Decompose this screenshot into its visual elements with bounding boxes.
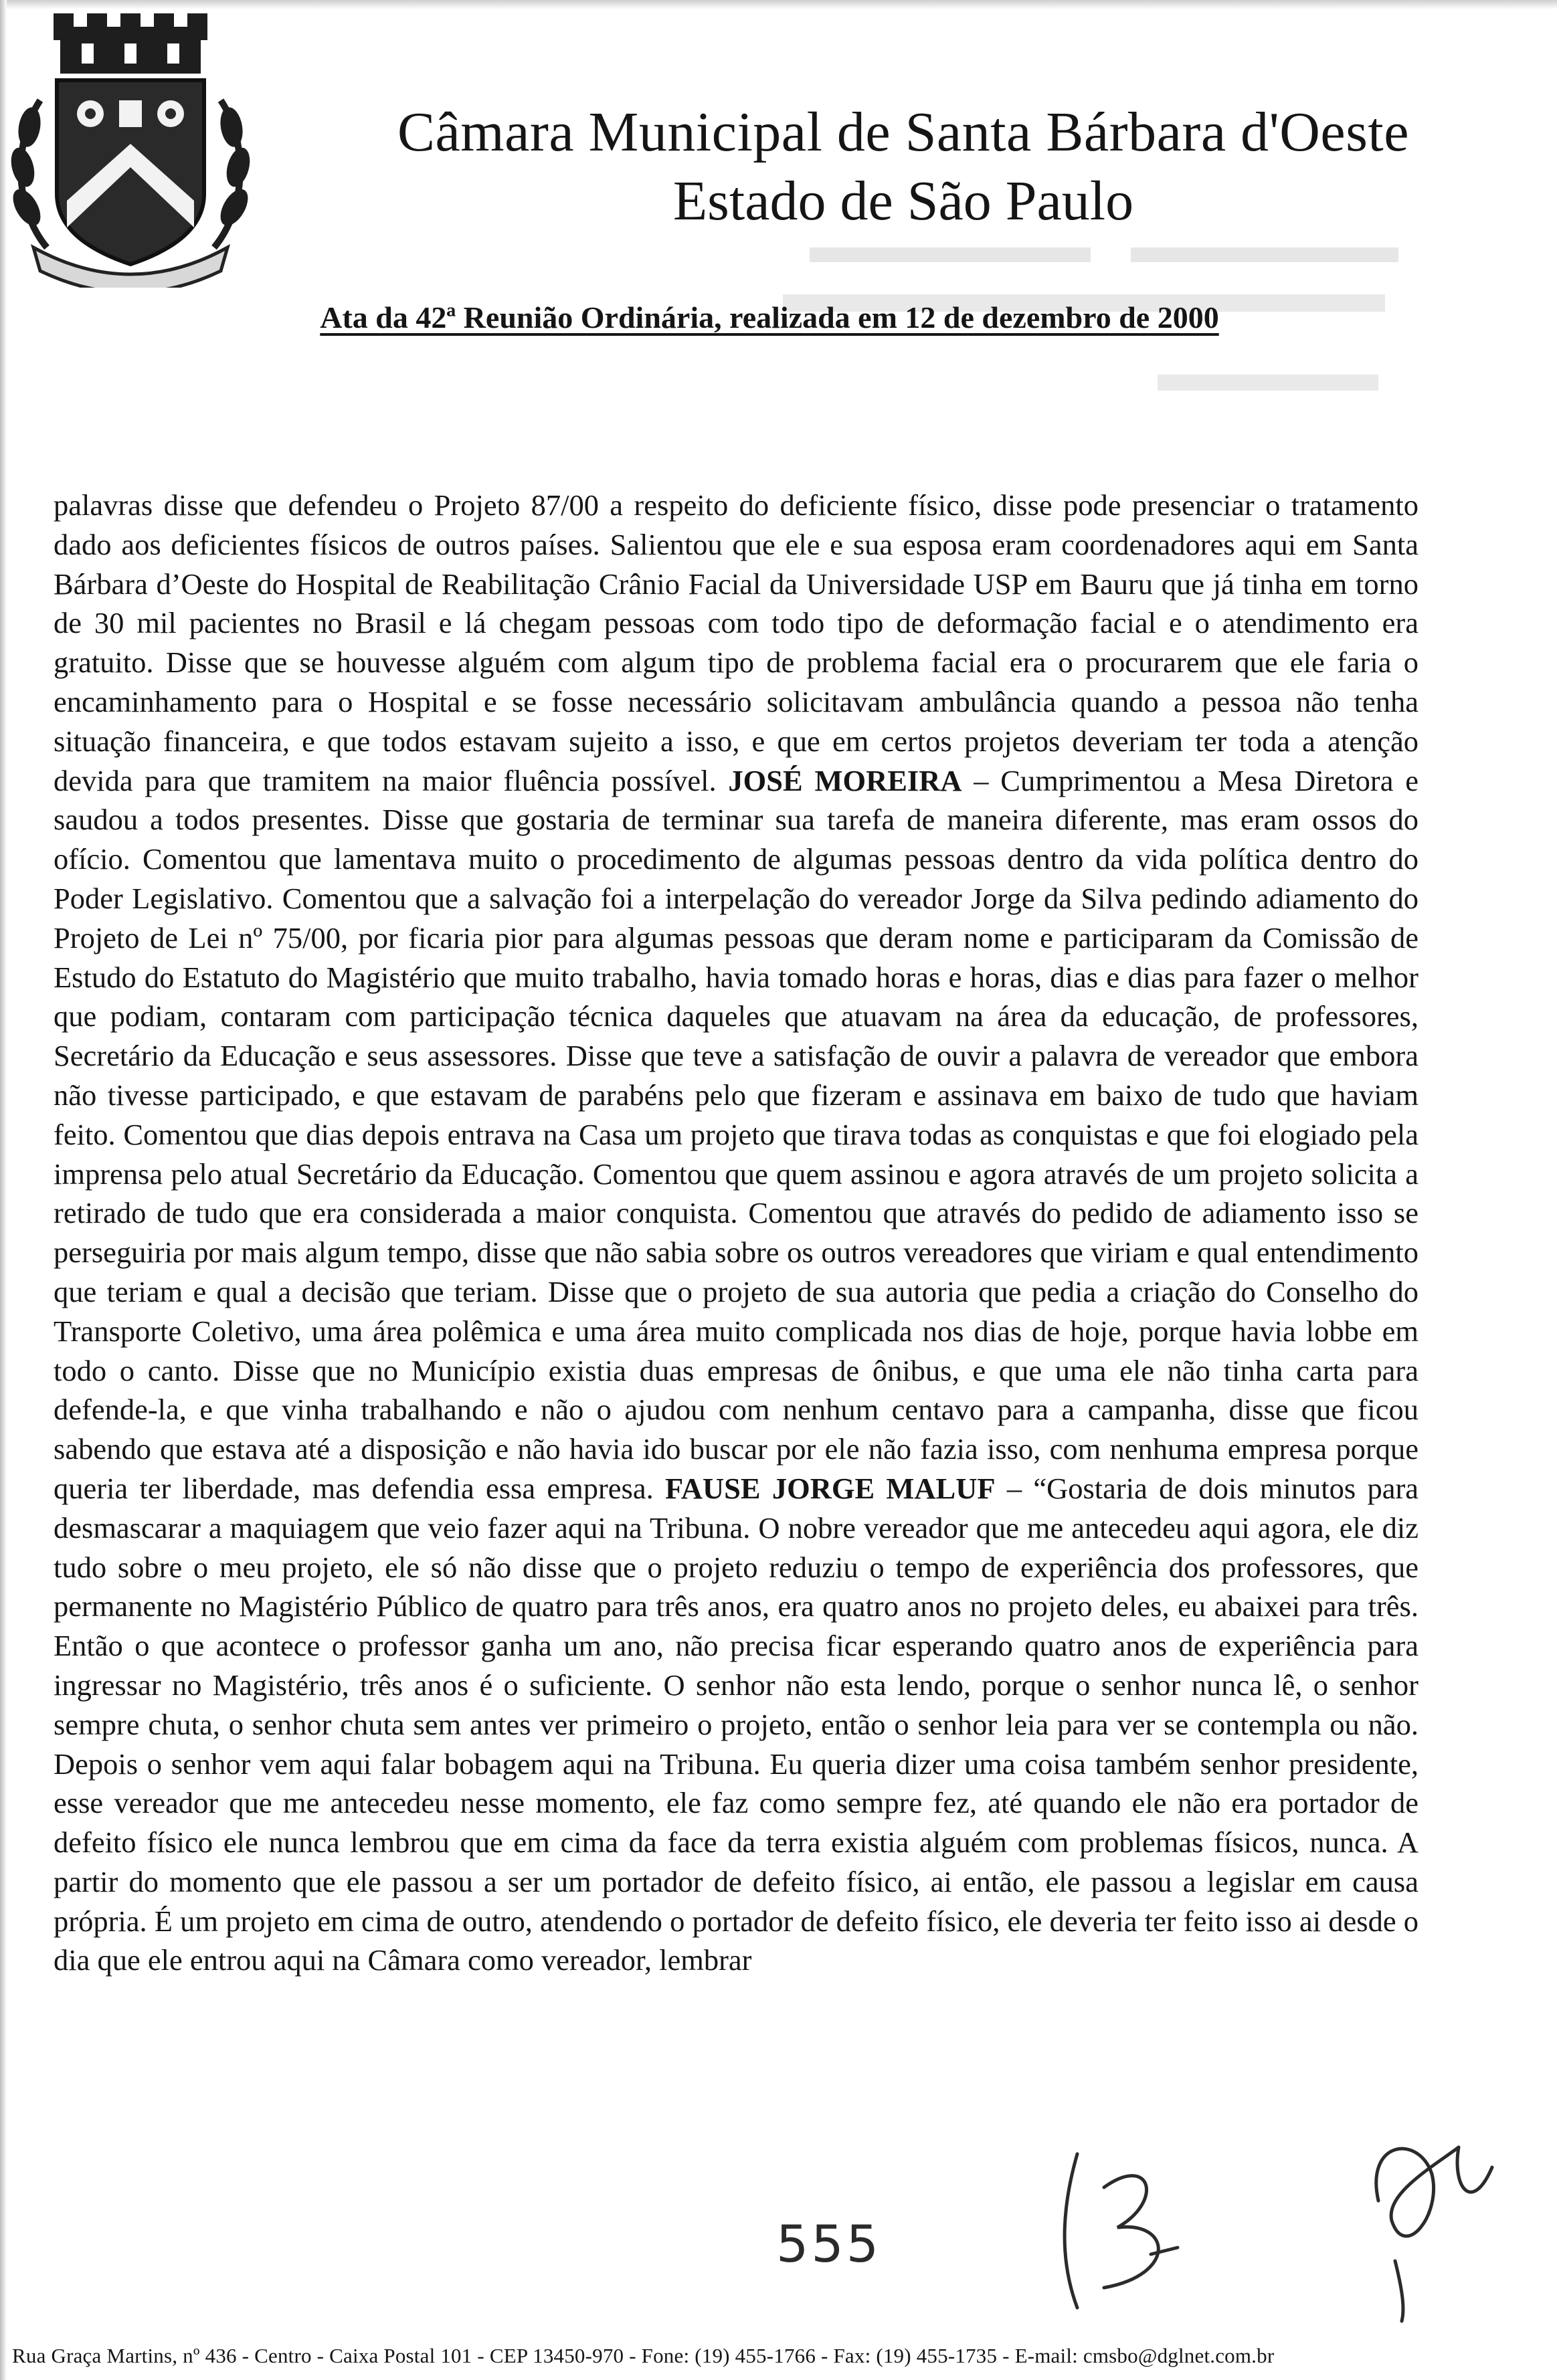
state-name: Estado de São Paulo [672, 170, 1134, 232]
speaker-name: JOSÉ MOREIRA [728, 763, 962, 797]
institution-name: Câmara Municipal de Santa Bárbara d'Oeste [397, 101, 1410, 163]
institution-header [335, 100, 1472, 238]
paragraph-1-text: palavras disse que defendeu o Projeto 87/00 a respeito do deficiente físico, disse pode presenciar o tratamento dado aos deficientes físicos de outros países. Salientou que ele e sua esposa eram coordenadores aqui em Santa Bárbara d’Oeste do Hospital de Reabilitação Crânio Facial da Universidade USP em Bauru que já tinha em torno de 30 mil pacientes no Brasil e lá chegam pessoas com todo tipo de deformação facial e o atendimento era gratuito. Disse que se houvesse alguém com algum tipo de problema facial era o procurarem que ele faria o encaminhamento para o Hospital e se fosse necessário solicitavam ambulância quando a pessoa não tenha situação financeira, e que todos estavam sujeito a isso, e que em certos projetos deveriam ter toda a atenção devida para que tramitem na maior fluência possível. [54, 488, 1418, 797]
paragraph-1 [54, 486, 1418, 1980]
page-number: 555 [776, 2214, 882, 2274]
handwritten-initials-icon [1030, 2127, 1499, 2328]
municipal-coat-of-arms-icon [7, 7, 254, 288]
minutes-body [54, 486, 1418, 1980]
minutes-title: Ata da 42ª Reunião Ordinária, realizada em 12 de dezembro de 2000 [320, 300, 1219, 334]
footer-address: Rua Graça Martins, nº 436 - Centro - Caixa Postal 101 - CEP 13450-970 - Fone: (19) 455-1766 - Fax: (19) 455-1735 - E-mail: cmsbo@dglnet.com.br [12, 2344, 1275, 2367]
speaker-name: FAUSE JORGE MALUF [665, 1471, 996, 1505]
speaker-2-speech: – “Gostaria de dois minutos para desmascarar a maquiagem que veio fazer aqui na Tribuna. O nobre vereador que me antecedeu aqui agora, ele diz tudo sobre o meu projeto, ele só não disse que o projeto reduziu o tempo de experiência dos professores, que permanente no Magistério Público de quatro para três anos, era quatro anos no projeto deles, eu abaixei para três. Então o que acontece o professor ganha um ano, não precisa ficar esperando quatro anos de experiência para ingressar no Magistério, três anos é o suficiente. O senhor não esta lendo, porque o senhor nunca lê, o senhor sempre chuta, o senhor chuta sem antes ver primeiro o projeto, então o senhor leia para ver se contempla ou não. Depois o senhor vem aqui falar bobagem aqui na Tribuna. Eu queria dizer uma coisa também senhor presidente, esse vereador que me antecedeu nesse momento, ele faz como sempre fez, até quando ele não era portador de defeito físico ele nunca lembrou que em cima da face da terra existia alguém com problemas físicos, nunca. A partir do momento que ele passou a ser um portador de defeito físico, ai então, ele passou a legislar em causa própria. É um projeto em cima de outro, atendendo o portador de defeito físico, ele deveria ter feito isso ai desde o dia que ele entrou aqui na Câmara como vereador, lembrar [54, 1471, 1419, 1977]
speaker-1-speech: – Cumprimentou a Mesa Diretora e saudou a todos presentes. Disse que gostaria de terminar sua tarefa de maneira diferente, mas eram ossos do ofício. Comentou que lamentava muito o procedimento de algumas pessoas dentro da vida política dentro do Poder Legislativo. Comentou que a salvação foi a interpelação do vereador Jorge da Silva pedindo adiamento do Projeto de Lei nº 75/00, por ficaria pior para algumas pessoas que deram nome e participaram da Comissão de Estudo do Estatuto do Magistério que muito trabalho, havia tomado horas e horas, dias e dias para fazer o melhor que podiam, contaram com participação técnica daqueles que atuavam na área da educação, de professores, Secretário da Educação e seus assessores. Disse que teve a satisfação de ouvir a palavra de vereador que embora não tivesse participado, e que estavam de parabéns pelo que fizeram e assinava em baixo de tudo que haviam feito. Comentou que dias depois entrava na Casa um projeto que tirava todas as conquistas e que foi elogiado pela imprensa pelo atual Secretário da Educação. Comentou que quem assinou e agora através de um projeto solicita a retirado de tudo que era considerada a maior conquista. Comentou que através do pedido de adiamento isso se perseguiria por mais algum tempo, disse que não sabia sobre os outros vereadores que viriam e qual entendimento que teriam e qual a decisão que teriam. Disse que o projeto de sua autoria que pedia a criação do Conselho do Transporte Coletivo, uma área polêmica e uma área muito complicada nos dias de hoje, porque havia lobbe em todo o canto. Disse que no Município existia duas empresas de ônibus, e que uma ele não tinha carta para defende-la, e que vinha trabalhando e não o ajudou com nenhum centavo para a campanha, disse que ficou sabendo que estava até a disposição e não havia ido buscar por ele não fazia isso, com nenhuma empresa porque queria ter liberdade, mas defendia essa empresa. [54, 763, 1418, 1505]
scan-edge-left [0, 0, 7, 2380]
